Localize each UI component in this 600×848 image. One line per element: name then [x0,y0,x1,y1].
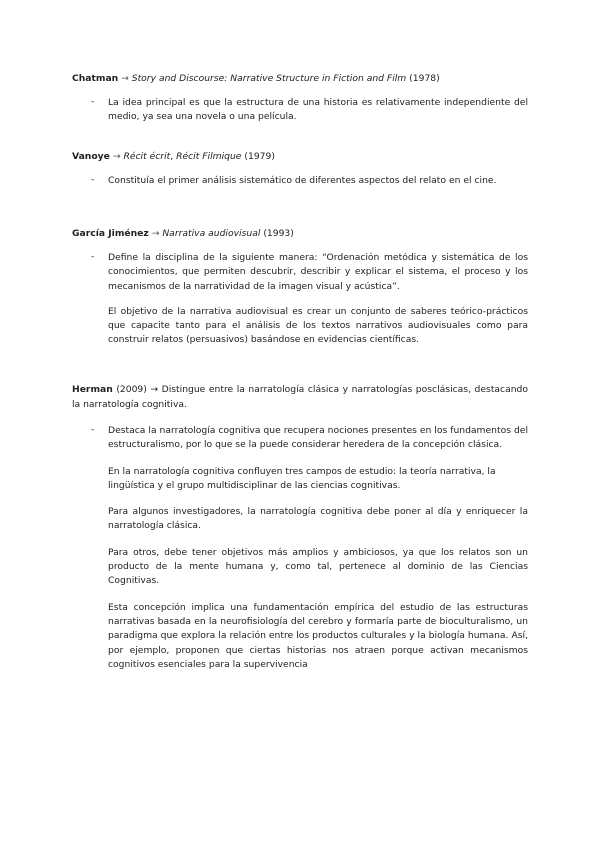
entry-heading [72,149,528,164]
paragraph: Esta concepción implica una fundamentación empírica del estudio de las estructuras narrativas basada en la neurofisiología del cerebro y formaría parte de bioculturalismo, un paradigma que explora la relación entre los productos culturales y la biología humana. Así, por ejemplo, proponen que ciertas historias nos atraen porque activan mecanismos cognitivos esenciales para la supervivencia [108,601,528,670]
arrow-icon: → [151,228,160,239]
paragraph: Para otros, debe tener objetivos más amplios y ambiciosos, ya que los relatos son un producto de la mente humana y, como tal, pertenece al dominio de las Ciencias Cognitivas. [108,546,528,587]
entry-heading [72,71,528,86]
author-name: Herman [72,384,113,395]
paragraph: Destaca la narratología cognitiva que recupera nociones presentes en los fundamentos del estructuralismo, por lo que se la puede considerar heredera de la concepción clásica. [108,425,528,451]
dash-bullet: - [91,96,95,107]
entry-heading [72,382,528,412]
author-name: Vanoye [72,151,110,162]
work-title: Story and Discourse: Narrative Structure in Fiction and Film [131,73,407,84]
bullet-item [72,424,528,672]
bullet-item [72,96,528,125]
entry-vanoye [72,149,528,188]
paragraph: Constituía el primer análisis sistemático de diferentes aspectos del relato en el cine. [108,175,497,186]
paragraph: La idea principal es que la estructura de una historia es relativamente independiente del medio, ya sea una novela o una película. [108,97,528,123]
paragraph: Define la disciplina de la siguiente manera: “Ordenación metódica y sistemática de los conocimientos, que permiten descubrir, describir y explicar el sistema, el proceso y los mecanismos de la narratividad de la imagen visual y acústica”. [108,252,528,292]
work-title-secondary: Récit Filmique [176,151,242,162]
entry-chatman [72,71,528,125]
dash-bullet: - [91,424,95,435]
paragraph: En la narratología cognitiva confluyen tres campos de estudio: la teoría narrativa, la lingüística y el grupo multidisciplinar de las ciencias cognitivas. [108,465,496,491]
title-separator: , [170,151,177,162]
work-title: Récit écrit [123,151,171,162]
entry-herman [72,382,528,672]
arrow-icon: → [112,151,121,162]
herman-intro: (2009) → Distingue entre la narratología clásica y narratologías posclásicas, destacando la narratología cognitiva. [72,384,529,410]
paragraph: El objetivo de la narrativa audiovisual es crear un conjunto de saberes teórico-prácticos que capacite tanto para el análisis de los textos narrativos audiovisuales como para construir relatos (persuasivos) basándose en evidencias científicas. [108,305,528,346]
paragraph: Para algunos investigadores, la narratología cognitiva debe poner al día y enriquecer la narratología clásica. [108,506,528,532]
work-year: (1993) [263,228,294,239]
dash-bullet: - [91,251,95,262]
entry-heading [72,226,528,241]
author-name: Chatman [72,73,119,84]
bullet-item [72,251,528,348]
work-year: (1979) [244,151,275,162]
work-year: (1978) [409,73,440,84]
entry-garcia-jimenez [72,226,528,348]
dash-bullet: - [91,174,95,185]
work-title: Narrativa audiovisual [162,228,261,239]
author-name: García Jiménez [72,228,149,239]
bullet-item [72,174,528,188]
arrow-icon: → [121,73,129,84]
